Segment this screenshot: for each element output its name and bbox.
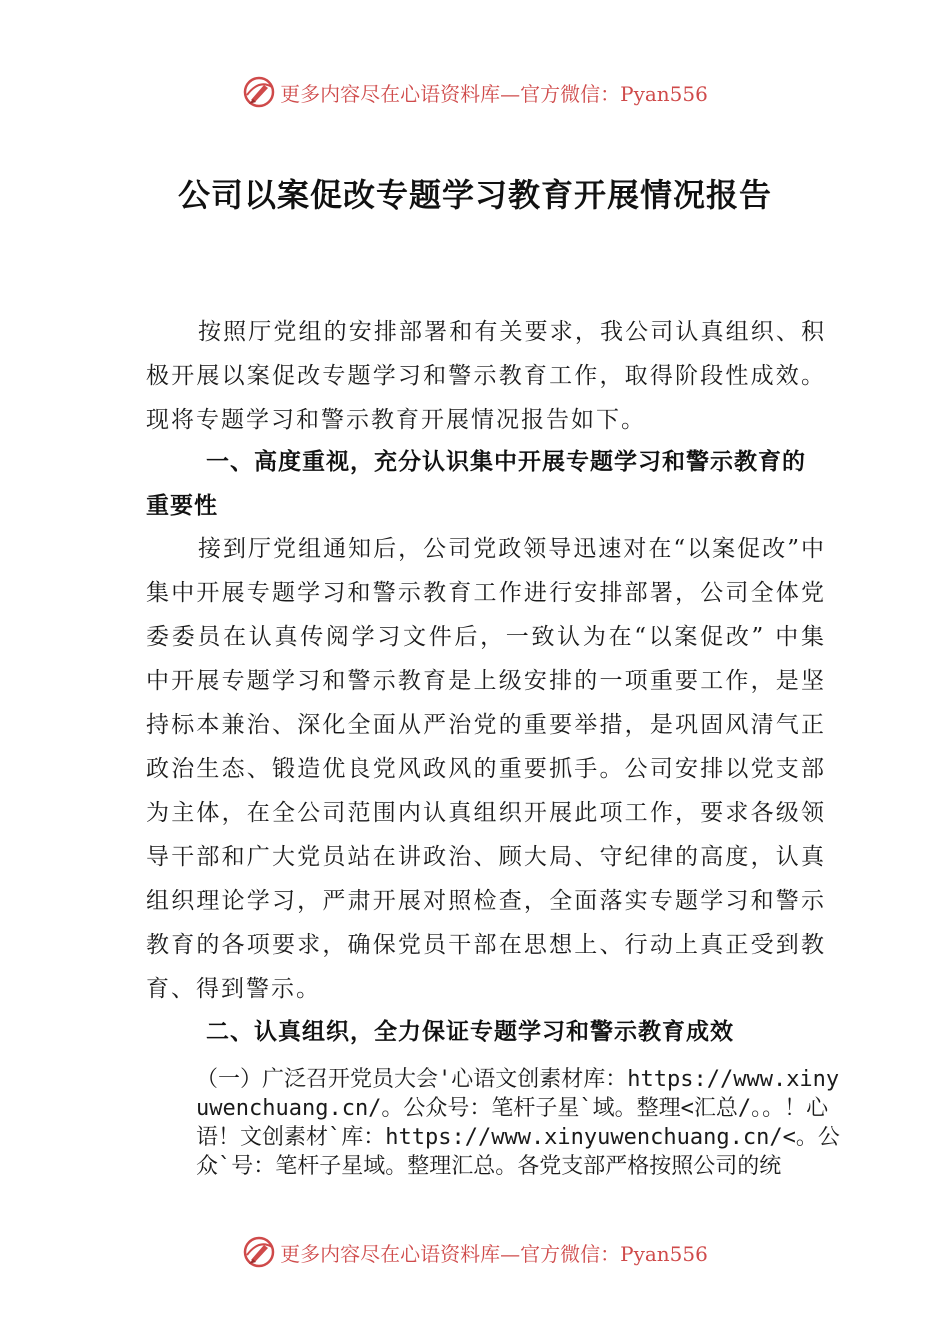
section-heading-2: 二、认真组织，全力保证专题学习和警示教育成效 [206, 1019, 734, 1045]
pen-nib-circle-icon [242, 1235, 276, 1269]
watermark-header [0, 72, 950, 112]
watermark-text: 更多内容尽在心语资料库—官方微信：Pyan556 [280, 81, 708, 106]
pen-nib-circle-icon [242, 75, 276, 109]
section-heading-1: 一、高度重视，充分认识集中开展专题学习和警示教育的重要性 [146, 449, 806, 519]
section-body-1: 接到厅党组通知后，公司党政领导迅速对在“以案促改”中集中开展专题学习和警示教育工作进行安排部署，公司全体党委委员在认真传阅学习文件后，一致认为在“以案促改” 中集中开展专题学习和警示教育是上级安排的一项重要工作，是坚持标本兼治、深化全面从严治党的重要举措，是巩固风清气正政治生态、锻造优良党风政风的重要抓手。公司安排以党支部为主体，在全公司范围内认真组织开展此项工作，要求各级领导干部和广大党员站在讲政治、顾大局、守纪律的高度，认真组织理论学习，严肃开展对照检查，全面落实专题学习和警示教育的各项要求，确保党员干部在思想上、行动上真正受到教育、得到警示。 [146, 536, 826, 1002]
watermark-footer [0, 1232, 950, 1272]
watermark-text: 更多内容尽在心语资料库—官方微信：Pyan556 [280, 1241, 708, 1266]
intro-paragraph: 按照厅党组的安排部署和有关要求，我公司认真组织、积极开展以案促改专题学习和警示教育工作，取得阶段性成效。现将专题学习和警示教育开展情况报告如下。 [146, 319, 826, 433]
document-title: 公司以案促改专题学习教育开展情况报告 [177, 176, 772, 214]
section-item-1: （一）广泛召开党员大会'心语文创素材库：https://www.xinyuwenchuang.cn/。公众号：笔杆子星`域。整理<汇总/。。！心语！文创素材`库：https://www.xinyuwenchuang.cn/<。公众`号：笔杆子星域。整理汇总。各党支部严格按照公司的统 [196, 1067, 840, 1179]
